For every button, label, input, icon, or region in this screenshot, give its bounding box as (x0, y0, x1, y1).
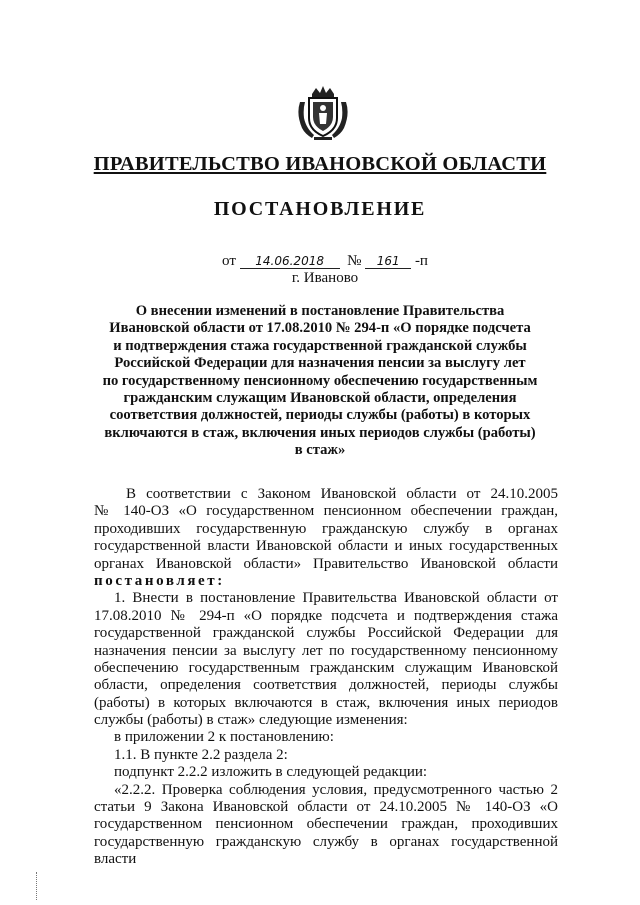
subject-line: и подтверждения стажа государственной гражданской службы (113, 337, 527, 354)
subject-line: Ивановской области от 17.08.2010 № 294-п «О порядке подсчета (109, 320, 531, 337)
body-line: 17.08.2010 № 294-п «О порядке подсчета и подтверждения стажа (94, 607, 558, 624)
number-suffix: -п (414, 253, 428, 269)
date-prefix: от (222, 253, 236, 269)
subject-line: О внесении изменений в постановление Правительства (135, 303, 505, 319)
body-line: проходивших государственную гражданскую службу в органах (94, 520, 558, 537)
quote-line: статьи 9 Закона Ивановской области от 24.10.2005 № 140-ОЗ «О (94, 799, 558, 816)
ivanovo-coat-of-arms-icon (294, 84, 352, 142)
body-line: 1. Внести в постановление Правительства Ивановской области от (114, 590, 558, 607)
subject-line: гражданским служащим Ивановской области, определения (123, 390, 517, 407)
subject-line: по государственному пенсионному обеспечению государственным (102, 372, 538, 389)
date-number-line (150, 253, 500, 270)
quote-line: государственную гражданскую службу в органах государственной власти (94, 833, 558, 868)
document-number: 161 (365, 254, 411, 269)
document-date: 14.06.2018 (240, 254, 340, 269)
number-sign: № (347, 253, 362, 269)
point-line: 1.1. В пункте 2.2 раздела 2: (114, 746, 288, 763)
annex-line: в приложении 2 к постановлению: (114, 729, 334, 746)
government-title: ПРАВИТЕЛЬСТВО ИВАНОВСКОЙ ОБЛАСТИ (93, 153, 547, 175)
subject-line: соответствия должностей, периоды службы (работы) в которых (109, 407, 531, 424)
body-line: назначения пенсии за выслугу лет по государственному пенсионному (94, 642, 558, 659)
body-line: В соответствии с Законом Ивановской области от 24.10.2005 (126, 486, 558, 502)
subject-line: Российской Федерации для назначения пенсии за выслугу лет (114, 355, 526, 372)
body-line: обеспечению государственным гражданским служащим Ивановской (94, 659, 558, 676)
document-subject (100, 303, 540, 460)
document-body (94, 486, 558, 868)
body-line: органах Ивановской области» Правительство Ивановской области (94, 555, 558, 572)
decree-word: постановляет: (94, 572, 225, 589)
body-line: государственной власти Ивановской области и иных государственных (94, 538, 558, 555)
document-type-title: ПОСТАНОВЛЕНИЕ (213, 198, 427, 220)
subject-line: включаются в стаж, включения иных периодов службы (работы) (104, 424, 536, 441)
body-line: № 140-ОЗ «О государственном пенсионном обеспечении граждан, (94, 503, 558, 520)
subpoint-line: подпункт 2.2.2 изложить в следующей редакции: (114, 764, 428, 781)
body-line: службы (работы) в стаж» следующие изменения: (94, 712, 408, 729)
subject-line: в стаж» (294, 442, 346, 459)
city: г. Иваново (291, 270, 359, 286)
scan-margin-mark (36, 872, 40, 900)
quote-line: государственном пенсионном обеспечении граждан, проходивших (94, 816, 558, 833)
body-line: области, определения соответствия должностей, периоды службы (94, 677, 558, 694)
body-line: государственной гражданской службы Российской Федерации для (94, 625, 558, 642)
quote-line: «2.2.2. Проверка соблюдения условия, предусмотренного частью 2 (114, 781, 558, 798)
body-line: (работы) в которых включаются в стаж, включения иных периодов (94, 694, 558, 711)
